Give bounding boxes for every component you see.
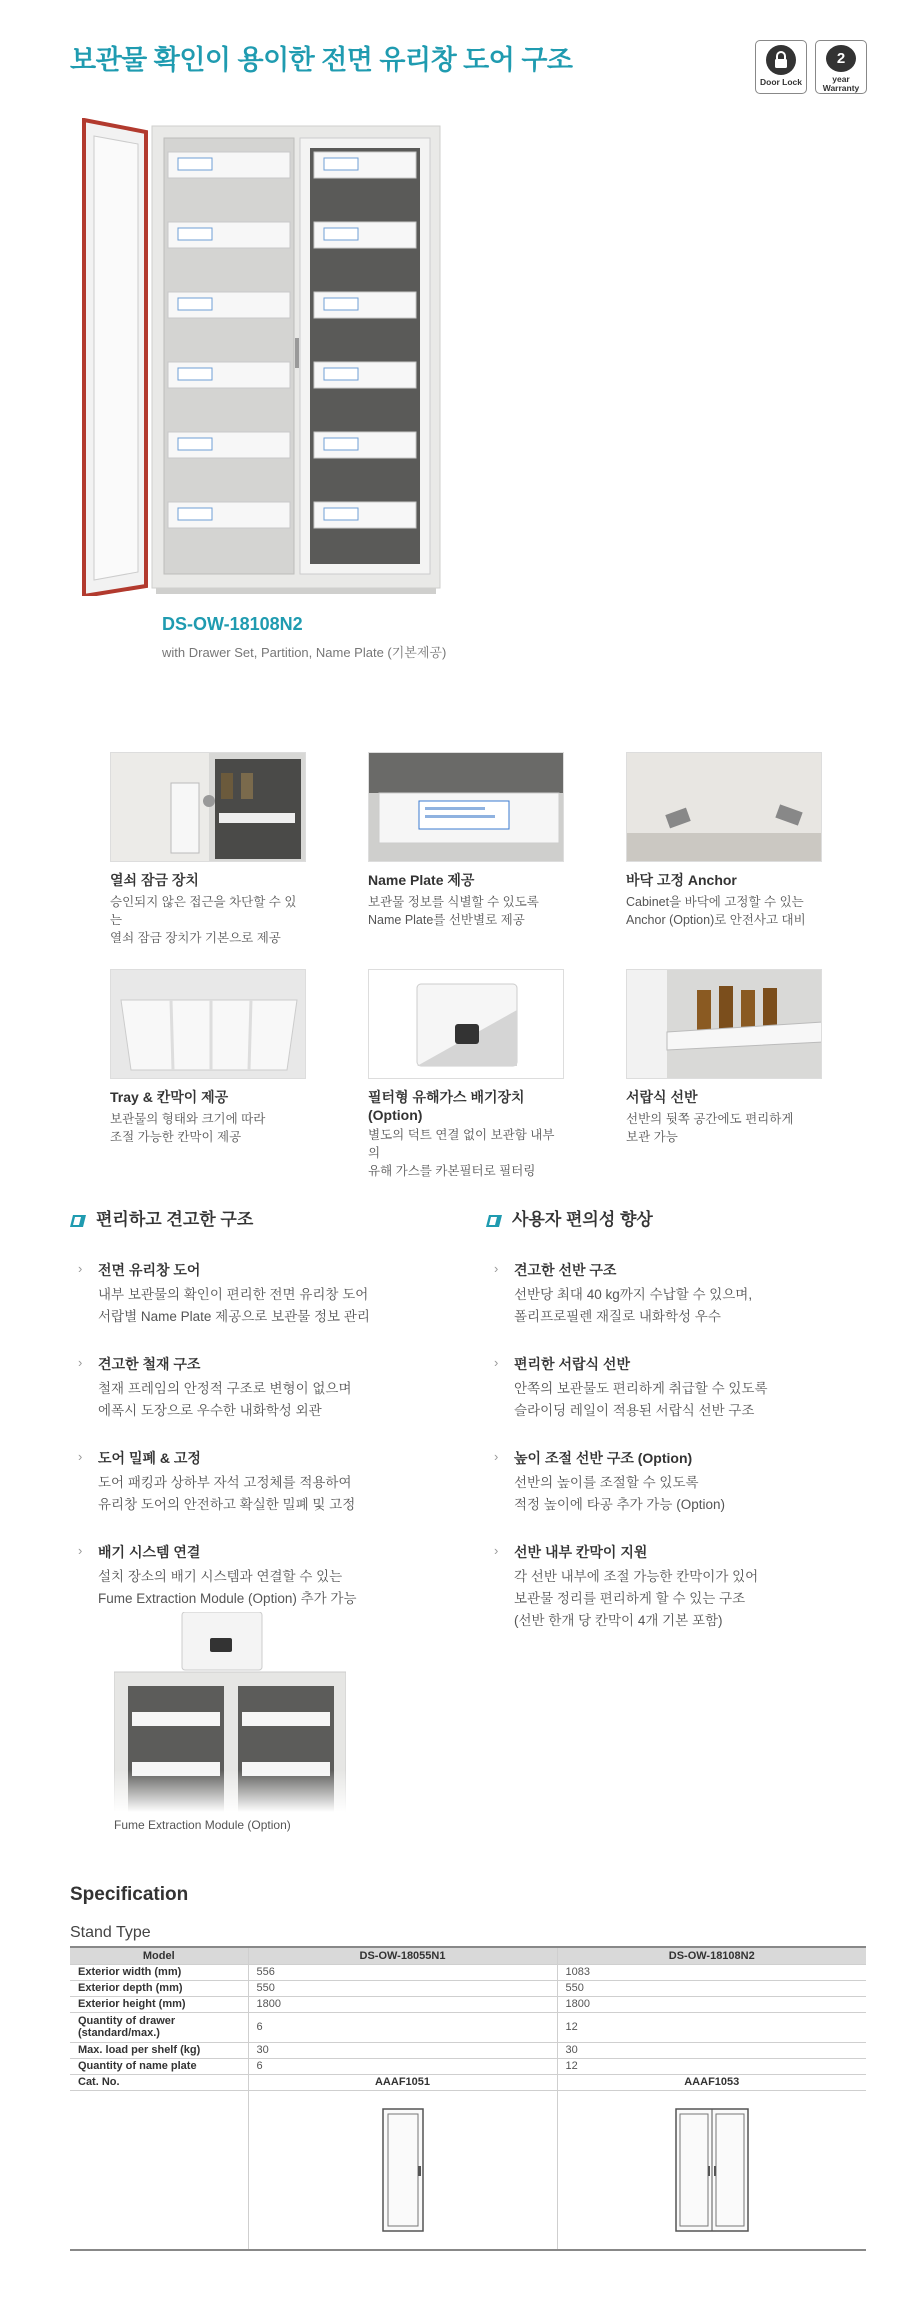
product-model-description: with Drawer Set, Partition, Name Plate (기본제공) (162, 645, 447, 660)
specification-table (70, 1946, 866, 2251)
cell-value: 550 (248, 1980, 557, 1996)
key-lock-photo (110, 752, 306, 862)
name-plate (324, 508, 358, 520)
door-lock-badge (755, 40, 807, 94)
chevron-right-icon: › (494, 1543, 499, 1558)
item-name: 높이 조절 선반 구조 (Option) (514, 1450, 693, 1466)
item-name: 견고한 철재 구조 (98, 1356, 201, 1372)
convenience-title: 사용자 편의성 향상 (512, 1210, 653, 1229)
item-name: 편리한 서랍식 선반 (514, 1356, 630, 1372)
feature-desc-line: Name Plate를 선반별로 제공 (368, 913, 525, 927)
column-header: Model (70, 1947, 248, 1964)
structure-item (78, 1542, 450, 1610)
cell-value: 550 (557, 1980, 866, 1996)
feature-grid (110, 752, 830, 1180)
cell-value: 6 (248, 2058, 557, 2074)
item-desc-line: 보관물 정리를 편리하게 할 수 있는 구조 (514, 1591, 746, 1606)
drawer-shelf-photo (626, 969, 822, 1079)
name-plate (178, 368, 212, 380)
row-label: Exterior depth (mm) (70, 1980, 248, 1996)
convenience-section (486, 1205, 866, 1658)
table-row (70, 1996, 866, 2012)
padlock-icon (766, 45, 796, 75)
convenience-item (494, 1448, 866, 1516)
feature-desc-line: 별도의 덕트 연결 없이 보관함 내부의 (368, 1128, 555, 1160)
warranty-year-label: year (832, 74, 850, 84)
item-desc-line: (선반 한개 당 칸막이 4개 기본 포함) (514, 1613, 723, 1628)
table-row (70, 1964, 866, 1980)
floor-anchor-photo (626, 752, 822, 862)
feature-desc-line: 조절 가능한 칸막이 제공 (110, 1130, 242, 1144)
chevron-right-icon: › (78, 1261, 83, 1276)
table-row (70, 2012, 866, 2042)
feature-desc-line: 열쇠 잠금 장치가 기본으로 제공 (110, 931, 281, 945)
name-plate (324, 158, 358, 170)
chevron-right-icon: › (78, 1355, 83, 1370)
cell-value: 30 (248, 2042, 557, 2058)
feature-name: 필터형 유해가스 배기장치 (Option) (368, 1089, 525, 1123)
feature-badges (755, 40, 867, 94)
fume-module-caption: Fume Extraction Module (Option) (114, 1818, 291, 1832)
item-name: 전면 유리창 도어 (98, 1262, 201, 1278)
feature-desc-line: 보관물의 형태와 크기에 따라 (110, 1112, 266, 1126)
structure-title: 편리하고 견고한 구조 (96, 1210, 254, 1229)
cabinet-product-image (82, 118, 442, 596)
item-desc-line: 안쪽의 보관물도 편리하게 취급할 수 있도록 (514, 1381, 768, 1396)
name-plate (324, 298, 358, 310)
section-mark-icon (70, 1212, 86, 1224)
name-plate (324, 438, 358, 450)
table-row (70, 2074, 866, 2090)
item-desc-line: 유리창 도어의 안전하고 확실한 밀폐 및 고정 (98, 1497, 356, 1512)
cell-value: 1800 (248, 1996, 557, 2012)
item-desc-line: 도어 패킹과 상하부 자석 고정체를 적용하여 (98, 1475, 352, 1490)
chevron-right-icon: › (78, 1449, 83, 1464)
feature-key-lock (110, 752, 306, 947)
chevron-right-icon: › (78, 1543, 83, 1558)
item-name: 배기 시스템 연결 (98, 1544, 201, 1560)
item-desc-line: 철재 프레임의 안정적 구조로 변형이 없으며 (98, 1381, 352, 1396)
row-label: Cat. No. (70, 2074, 248, 2090)
row-label: Exterior height (mm) (70, 1996, 248, 2012)
section-mark-icon (486, 1212, 502, 1224)
feature-desc-line: 보관 가능 (626, 1130, 678, 1144)
structure-item (78, 1354, 450, 1422)
name-plate (178, 228, 212, 240)
specification-title: Specification (70, 1884, 189, 1905)
item-desc-line: 적정 높이에 타공 추가 가능 (Option) (514, 1497, 725, 1512)
filter-exhaust-photo (368, 969, 564, 1079)
cell-value: AAAF1051 (248, 2074, 557, 2090)
convenience-item (494, 1354, 866, 1422)
feature-name: 열쇠 잠금 장치 (110, 872, 199, 888)
feature-desc-line: 선반의 뒷쪽 공간에도 편리하게 (626, 1112, 794, 1126)
feature-name-plate (368, 752, 564, 947)
column-header: DS-OW-18055N1 (248, 1947, 557, 1964)
cell-value: 12 (557, 2058, 866, 2074)
item-desc-line: 선반의 높이를 조절할 수 있도록 (514, 1475, 699, 1490)
item-desc-line: 에폭시 도장으로 우수한 내화학성 외관 (98, 1403, 322, 1418)
warranty-label: Warranty (822, 83, 860, 93)
feature-tray-partition (110, 969, 306, 1180)
convenience-item (494, 1260, 866, 1328)
table-row (70, 2042, 866, 2058)
name-plate (178, 158, 212, 170)
name-plate (178, 298, 212, 310)
single-door-drawing (248, 2090, 557, 2250)
specification-subtitle: Stand Type (70, 1924, 151, 1941)
item-desc-line: Fume Extraction Module (Option) 추가 가능 (98, 1591, 357, 1606)
structure-item (78, 1260, 450, 1328)
name-plate (178, 438, 212, 450)
page-title: 보관물 확인이 용이한 전면 유리창 도어 구조 (70, 45, 573, 75)
item-desc-line: 폴리프로필렌 재질로 내화학성 우수 (514, 1309, 721, 1324)
feature-desc-line: 보관물 정보를 식별할 수 있도록 (368, 895, 539, 909)
warranty-number: 2 (826, 45, 856, 72)
fume-module-image (114, 1612, 346, 1812)
name-plate (324, 368, 358, 380)
feature-name: 서랍식 선반 (626, 1089, 698, 1105)
feature-desc-line: Cabinet을 바닥에 고정할 수 있는 (626, 895, 804, 909)
row-label: Max. load per shelf (kg) (70, 2042, 248, 2058)
cell-value: AAAF1053 (557, 2074, 866, 2090)
name-plate-photo (368, 752, 564, 862)
cell-value: 12 (557, 2012, 866, 2042)
feature-drawer-shelf (626, 969, 822, 1180)
cell-value: 1083 (557, 1964, 866, 1980)
table-header-row (70, 1947, 866, 1964)
feature-name: Name Plate 제공 (368, 872, 475, 888)
feature-name: 바닥 고정 Anchor (626, 872, 737, 888)
chevron-right-icon: › (494, 1355, 499, 1370)
row-label: Exterior width (mm) (70, 1964, 248, 1980)
feature-floor-anchor (626, 752, 822, 947)
cell-value: 6 (248, 2012, 557, 2042)
warranty-badge (815, 40, 867, 94)
row-label: Quantity of name plate (70, 2058, 248, 2074)
cell-value: 1800 (557, 1996, 866, 2012)
feature-filter-exhaust (368, 969, 564, 1180)
cell-value: 30 (557, 2042, 866, 2058)
product-model-name: DS-OW-18108N2 (162, 614, 303, 634)
item-desc-line: 슬라이딩 레일이 적용된 서랍식 선반 구조 (514, 1403, 755, 1418)
item-name: 견고한 선반 구조 (514, 1262, 617, 1278)
name-plate (178, 508, 212, 520)
item-desc-line: 각 선반 내부에 조절 가능한 칸막이가 있어 (514, 1569, 759, 1584)
item-name: 선반 내부 칸막이 지원 (514, 1544, 648, 1560)
feature-desc-line: Anchor (Option)로 안전사고 대비 (626, 913, 806, 927)
item-desc-line: 내부 보관물의 확인이 편리한 전면 유리창 도어 (98, 1287, 369, 1302)
row-label: Quantity of drawer (standard/max.) (70, 2012, 248, 2042)
item-desc-line: 설치 장소의 배기 시스템과 연결할 수 있는 (98, 1569, 343, 1584)
structure-section (70, 1205, 450, 1636)
feature-name: Tray & 칸막이 제공 (110, 1089, 229, 1105)
table-row (70, 1980, 866, 1996)
structure-item (78, 1448, 450, 1516)
feature-desc-line: 유해 가스를 카본필터로 필터링 (368, 1164, 536, 1178)
item-desc-line: 서랍별 Name Plate 제공으로 보관물 정보 관리 (98, 1309, 370, 1324)
table-row (70, 2058, 866, 2074)
column-header: DS-OW-18108N2 (557, 1947, 866, 1964)
chevron-right-icon: › (494, 1449, 499, 1464)
convenience-item (494, 1542, 866, 1632)
name-plate (324, 228, 358, 240)
item-name: 도어 밀폐 & 고정 (98, 1450, 201, 1466)
double-door-drawing (557, 2090, 866, 2250)
cell-value: 556 (248, 1964, 557, 1980)
door-lock-label: Door Lock (759, 77, 803, 87)
chevron-right-icon: › (494, 1261, 499, 1276)
feature-desc-line: 승인되지 않은 접근을 차단할 수 있는 (110, 895, 297, 927)
table-row (70, 2090, 866, 2250)
tray-partition-photo (110, 969, 306, 1079)
item-desc-line: 선반당 최대 40 kg까지 수납할 수 있으며, (514, 1287, 753, 1302)
